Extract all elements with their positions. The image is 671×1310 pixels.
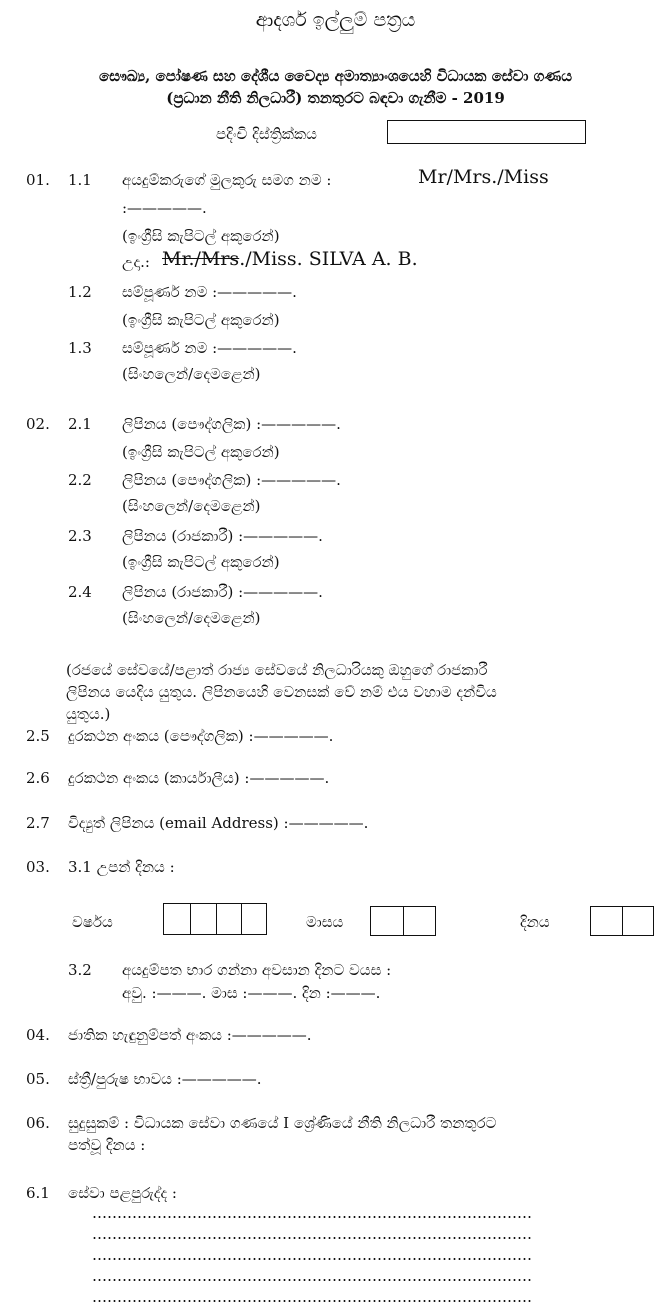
age-fields[interactable]: අවු. :———. මාස :———. දින :———.: [122, 984, 381, 1002]
year-input-box[interactable]: [163, 903, 267, 935]
q02-6-number: 2.6: [26, 769, 50, 787]
sin-tam-note-2: (සිංහලෙන්/දෙමළෙන්): [122, 497, 261, 515]
year-cell-divider: [241, 904, 242, 934]
day-input-box[interactable]: [590, 906, 654, 936]
district-input-box[interactable]: [387, 120, 586, 144]
address-note-line3: යුතුය.): [66, 705, 111, 723]
dotted-answer-line[interactable]: [92, 1215, 532, 1219]
qualifications-line2: පත්වූ දිනය :: [68, 1136, 146, 1154]
example-name: [162, 249, 418, 269]
q02-3-number: 2.3: [68, 527, 92, 545]
email-field[interactable]: විද්‍යුත් ලිපිනය (email Address) :—————.: [68, 814, 369, 832]
q03-2-number: 3.2: [68, 961, 92, 979]
age-label: අයදුම්පත භාර ගන්නා අවසාන දිනට වයස :: [122, 961, 392, 979]
q03-number: 03.: [26, 858, 50, 876]
month-label: මාසය: [306, 913, 344, 931]
sin-tam-note-1: (සිංහලෙන්/දෙමළෙන්): [122, 365, 261, 383]
phone-office-field[interactable]: දුරකථන අංකය (කාර්යාලීය) :—————.: [68, 769, 330, 787]
q02-1-number: 2.1: [68, 415, 92, 433]
address-personal-field-1[interactable]: ලිපිනය (පෞද්ගලික) :—————.: [122, 415, 341, 433]
sin-tam-note-3: (සිංහලෙන්/දෙමළෙන්): [122, 609, 261, 627]
address-official-field-2[interactable]: ලිපිනය (රාජකාරී) :—————.: [122, 583, 323, 601]
q01-number: 01.: [26, 171, 50, 189]
q05-number: 05.: [26, 1070, 50, 1088]
address-note-line1: (රජයේ සේවයේ/පළාත් රාජ්‍ය සේවයේ නිලධාරියකු ඔහුගේ රාජකාරී: [66, 661, 488, 679]
qualifications-line1: සුදුසුකම් : විධායක සේවා ගණයේ I ශ්‍රේණියේ නීති නිලධාරී තනතුරට: [68, 1114, 497, 1132]
q06-number: 06.: [26, 1114, 50, 1132]
nic-field[interactable]: ජාතික හැඳුනුම්පත් අංකය :—————.: [68, 1026, 312, 1044]
dob-label: 3.1 උපන් දිනය :: [68, 858, 175, 876]
gender-field[interactable]: ස්ත්‍රී/පුරුෂ භාවය :—————.: [68, 1070, 262, 1088]
name-title-prefix: Mr/Mrs./Miss: [418, 166, 549, 188]
year-cell-divider: [190, 904, 191, 934]
q01-2-number: 1.2: [68, 283, 92, 301]
address-note-line2: ලිපිනය යෙදිය යුතුය. ලිපිනයෙහි වෙනසක් වේ නම් එය වහාම දන්විය: [66, 683, 497, 701]
name-initials-blank[interactable]: :—————.: [122, 199, 207, 217]
full-name-field-1[interactable]: සම්පූර්ණ නම :—————.: [122, 283, 297, 301]
example-rest-text: ./Miss. SILVA A. B.: [239, 248, 418, 270]
district-label: පදිංචි දිස්ත්‍රික්කය: [216, 125, 317, 143]
q02-5-number: 2.5: [26, 727, 50, 745]
full-name-field-2[interactable]: සම්පූර්ණ නම :—————.: [122, 339, 297, 357]
eng-caps-note-4: (ඉංග්‍රීසි කැපිටල් අකුරෙන්): [122, 553, 280, 571]
name-initials-label: අයදුම්කරුගේ මුලකුරු සමග නම :: [122, 171, 332, 189]
q01-1-number: 1.1: [68, 171, 92, 189]
dotted-answer-line[interactable]: [92, 1299, 532, 1303]
day-cell-divider: [622, 907, 623, 935]
address-personal-field-2[interactable]: ලිපිනය (පෞද්ගලික) :—————.: [122, 471, 341, 489]
q01-3-number: 1.3: [68, 339, 92, 357]
eng-caps-note-3: (ඉංග්‍රීසි කැපිටල් අකුරෙන්): [122, 443, 280, 461]
day-label: දිනය: [520, 913, 550, 931]
eng-caps-note-1: (ඉංග්‍රීසි කැපිටල් අකුරෙන්): [122, 227, 280, 245]
example-struck-text: Mr./Mrs: [162, 248, 240, 270]
form-title: ආදර්ශ ඉල්ලුම් පත්‍රය: [255, 9, 416, 31]
month-input-box[interactable]: [370, 906, 436, 936]
eng-caps-note-2: (ඉංග්‍රීසි කැපිටල් අකුරෙන්): [122, 311, 280, 329]
q04-number: 04.: [26, 1026, 50, 1044]
address-official-field-1[interactable]: ලිපිනය (රාජකාරී) :—————.: [122, 527, 323, 545]
dotted-answer-line[interactable]: [92, 1278, 532, 1282]
q02-2-number: 2.2: [68, 471, 92, 489]
dotted-answer-line[interactable]: [92, 1236, 532, 1240]
form-heading-line1: සෞඛ්‍ය, පෝෂණ සහ දේශීය වෛද්‍ය අමාත්‍යාංශයෙහි විධායක සේවා ගණය: [98, 67, 573, 85]
year-label: වර්ෂය: [72, 913, 113, 931]
q02-number: 02.: [26, 415, 50, 433]
q06-1-number: 6.1: [26, 1184, 50, 1202]
q02-4-number: 2.4: [68, 583, 92, 601]
q02-7-number: 2.7: [26, 814, 50, 832]
form-heading-line2: (ප්‍රධාන නීති නිලධාරී) තනතුරට බඳවා ගැනීම - 2019: [166, 89, 505, 107]
dotted-answer-line[interactable]: [92, 1257, 532, 1261]
phone-personal-field[interactable]: දුරකථන අංකය (පෞද්ගලික) :—————.: [68, 727, 334, 745]
year-cell-divider: [216, 904, 217, 934]
example-label: උදා.:: [122, 253, 150, 271]
month-cell-divider: [403, 907, 404, 935]
service-experience-label: සේවා පළපුරුද්ද :: [68, 1184, 177, 1202]
